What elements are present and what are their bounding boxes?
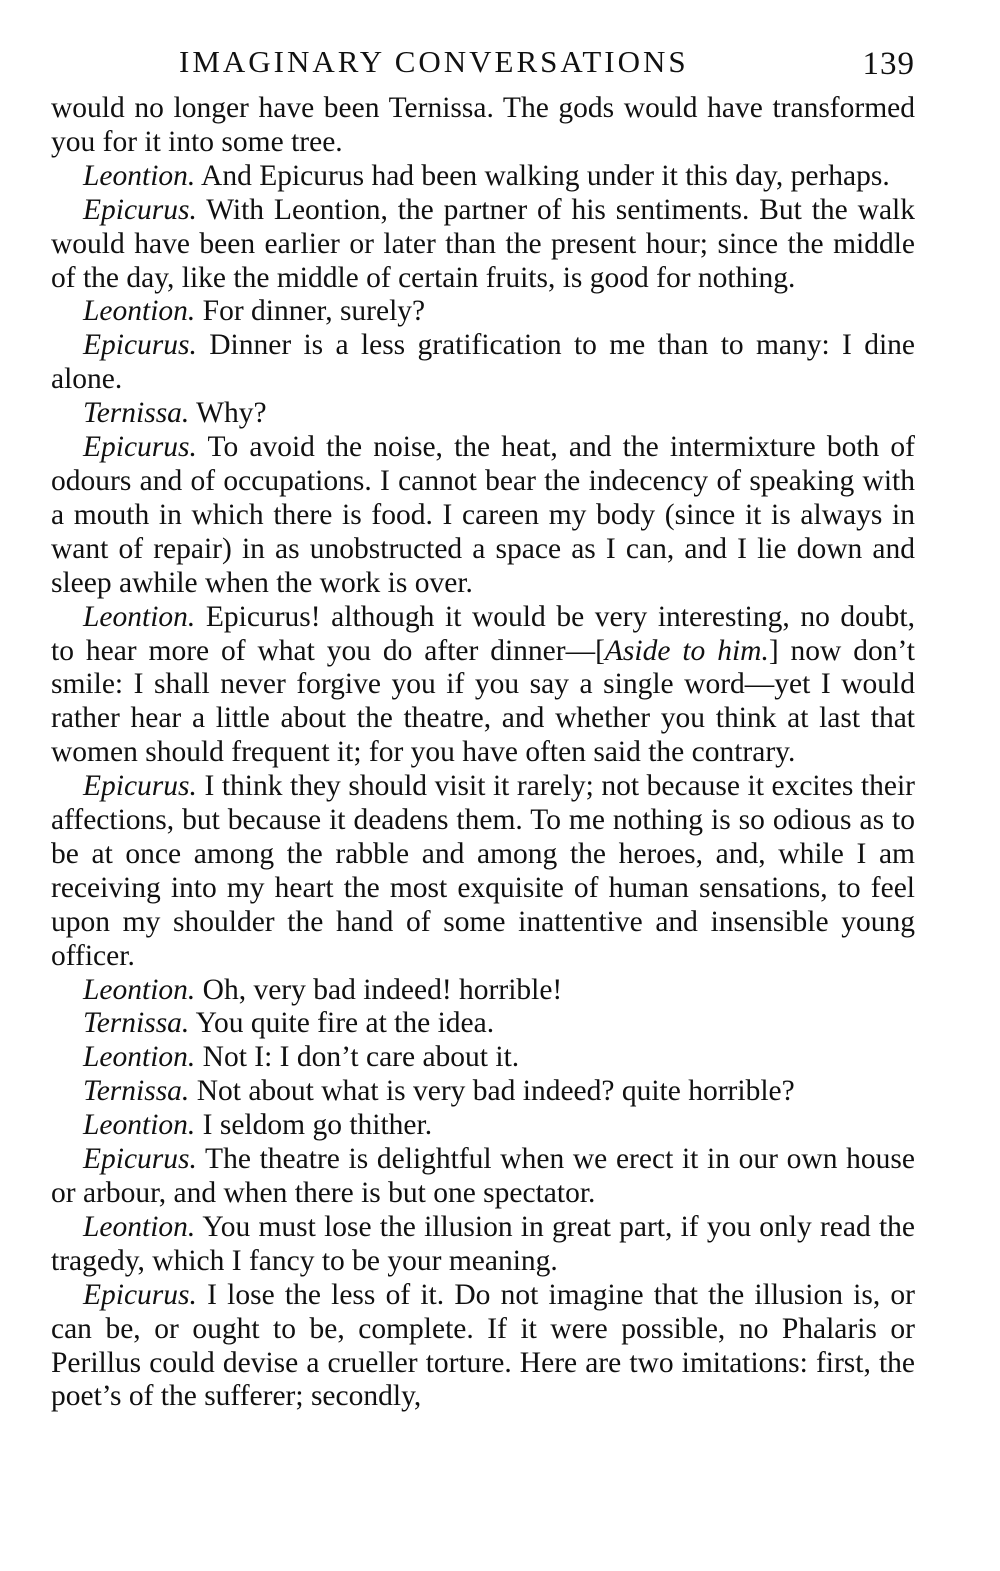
- body-text: [51, 92, 915, 1414]
- paragraph-text: would no longer have been Ternissa. The gods would have transformed you for it into some tree.: [51, 92, 915, 158]
- speaker-name: Epicurus.: [83, 1278, 197, 1311]
- paragraph-15: [51, 1143, 915, 1211]
- paragraph-4: [51, 295, 915, 329]
- paragraph-text: And Epicurus had been walking under it this day, perhaps.: [195, 159, 890, 192]
- paragraph-text: With Leontion, the partner of his sentiments. But the walk would have been earlier or later than the present hour; since the middle of the day, like the middle of certain fruits, is good for nothing.: [51, 193, 915, 294]
- paragraph-text: Not about what is very bad indeed? quite horrible?: [189, 1075, 795, 1108]
- paragraph-14: [51, 1109, 915, 1143]
- speaker-name: Epicurus.: [83, 329, 197, 362]
- paragraph-text: To avoid the noise, the heat, and the intermixture both of odours and of occupations. I cannot bear the indecency of speaking with a mouth in which there is food. I careen my body (since it is always in want of repair) in as unobstructed a space as I can, and I lie down and sleep awhile when the work is over.: [51, 431, 915, 599]
- page-number: 139: [862, 46, 915, 82]
- paragraph-16: [51, 1211, 915, 1279]
- speaker-name: Leontion.: [83, 295, 196, 328]
- running-head: [51, 40, 915, 92]
- paragraph-9: [51, 770, 915, 973]
- paragraph-text: You must lose the illusion in great part, if you only read the tragedy, which I fancy to be your meaning.: [51, 1210, 915, 1277]
- paragraph-6: [51, 397, 915, 431]
- paragraph-7: [51, 431, 915, 601]
- paragraph-text: You quite fire at the idea.: [189, 1007, 495, 1040]
- paragraph-text: I think they should visit it rarely; not because it excites their affections, but because it deadens them. To me nothing is so odious as to be at once among the rabble and among the heroes, and, while I am receiving into my heart the most exquisite of human sensations, to feel upon my shoulder the hand of some inattentive and insensible young officer.: [51, 770, 915, 972]
- speaker-name: Epicurus.: [83, 193, 197, 226]
- running-title: IMAGINARY CONVERSATIONS: [179, 44, 689, 79]
- paragraph-text: Oh, very bad indeed! horrible!: [195, 973, 563, 1006]
- paragraph-11: [51, 1007, 915, 1041]
- speaker-name: Ternissa.: [83, 1007, 190, 1040]
- paragraph-text: Epicurus! although it would be very interesting, no doubt, to hear more of what you do after dinner—[: [51, 600, 915, 667]
- speaker-name: Leontion.: [83, 1210, 196, 1243]
- speaker-name: Leontion.: [83, 973, 196, 1006]
- speaker-name: Epicurus.: [83, 770, 197, 803]
- paragraph-1: [51, 92, 915, 160]
- book-page: [51, 40, 915, 1414]
- paragraph-8: [51, 601, 915, 771]
- paragraph-12: [51, 1041, 915, 1075]
- paragraph-text: The theatre is delightful when we erect it in our own house or arbour, and when there is but one spectator.: [51, 1143, 915, 1209]
- paragraph-text: Why?: [189, 397, 267, 430]
- speaker-name: Leontion.: [83, 159, 196, 192]
- speaker-name: Ternissa.: [83, 1075, 190, 1108]
- paragraph-text: Dinner is a less gratification to me than to many: I dine alone.: [51, 329, 915, 396]
- paragraph-2: [51, 160, 915, 194]
- paragraph-17: [51, 1279, 915, 1415]
- paragraph-13: [51, 1075, 915, 1109]
- speaker-name: Epicurus.: [83, 1143, 197, 1176]
- speaker-name: Ternissa.: [83, 397, 190, 430]
- speaker-name: Leontion.: [83, 1109, 196, 1142]
- speaker-name: Leontion.: [83, 1041, 196, 1074]
- paragraph-text: I seldom go thither.: [195, 1109, 433, 1142]
- speaker-name: Epicurus.: [83, 431, 197, 464]
- paragraph-text: Not I: I don’t care about it.: [195, 1041, 520, 1074]
- paragraph-10: [51, 974, 915, 1008]
- stage-direction: Aside to him.: [604, 634, 769, 667]
- speaker-name: Leontion.: [83, 600, 196, 633]
- paragraph-text: For dinner, surely?: [195, 295, 426, 328]
- paragraph-3: [51, 194, 915, 296]
- paragraph-text: ] now don’t smile: I shall never forgive you if you say a single word—yet I would rather hear a little about the theatre, and whether you think at last that women should frequent it; for you have often said the contrary.: [51, 634, 915, 769]
- paragraph-text: I lose the less of it. Do not imagine that the illusion is, or can be, or ought to be, complete. If it were possible, no Phalaris or Perillus could devise a crueller torture. Here are two imitations: first, the poet’s of the sufferer; secondly,: [51, 1278, 915, 1413]
- paragraph-5: [51, 329, 915, 397]
